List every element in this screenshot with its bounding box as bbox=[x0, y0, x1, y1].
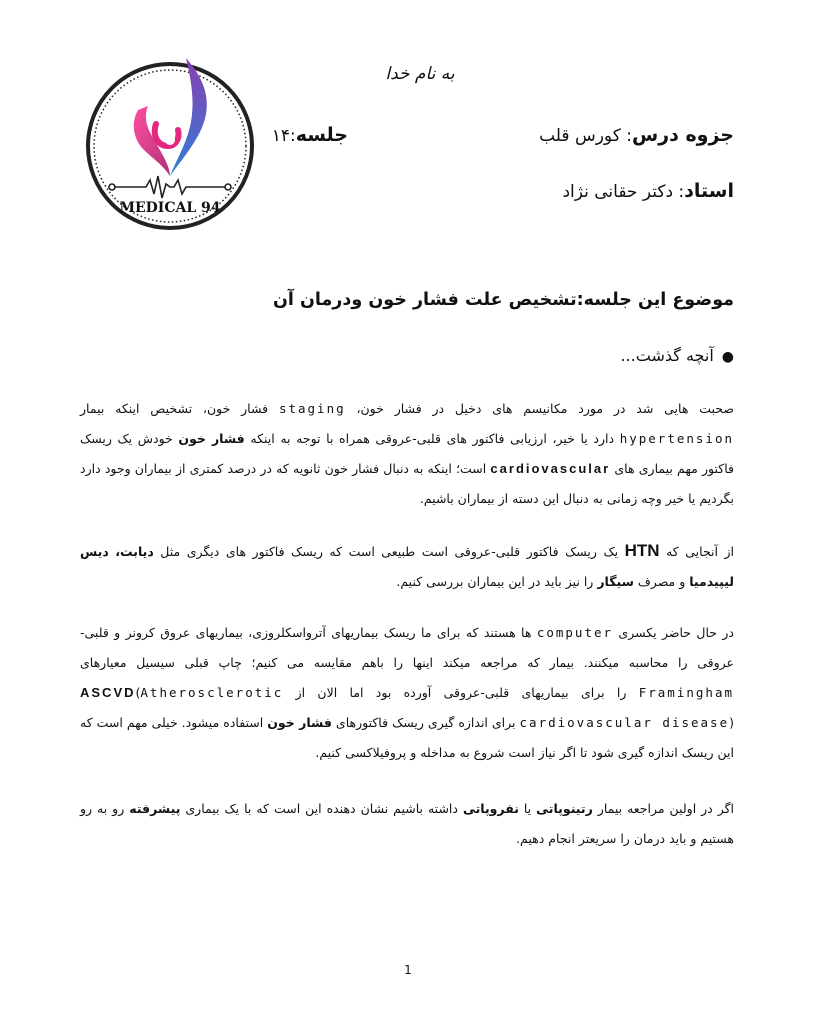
term-cardiovascular: cardiovascular bbox=[490, 461, 611, 476]
teacher-line: استاد: دکتر حقانی نژاد bbox=[562, 180, 734, 202]
term-computer: computer bbox=[536, 625, 614, 640]
term-cardiovascular-disease: cardiovascular disease bbox=[519, 715, 730, 730]
term-ascvd: ASCVD bbox=[80, 685, 136, 700]
bold-term: سیگار bbox=[597, 574, 634, 589]
session-value: ۱۴ bbox=[271, 126, 290, 146]
teacher-label: استاد bbox=[684, 180, 734, 202]
course-label: جزوه درس bbox=[631, 124, 734, 146]
paragraph-1: صحبت هایی شد در مورد مکانیسم های دخیل در فشار خون، staging فشار خون، تشخیص اینکه بیمار hypertension دارد یا خیر، ارزیابی فاکتور های قلبی-عروقی همراه با توجه به اینکه فشار خون خودش یک ریسک فاکتور مهم بیماری های cardiovascular است؛ اینکه به دنبال فشار خون ثانویه که در درصد کمتری از بیماران وجود دارد بگردیم یا خیر وچه زمانی به دنبال این دسته از بیماران باشیم. bbox=[80, 401, 734, 506]
bold-term: فشار خون bbox=[178, 431, 245, 446]
previously-text: آنچه گذشت... bbox=[620, 346, 714, 365]
term-atherosclerotic: Atherosclerotic bbox=[140, 685, 284, 700]
paragraph-4: اگر در اولین مراجعه بیمار رتینوپاتی یا نفروپاتی داشته باشیم نشان دهنده این است که با یک بیماری پیشرفته رو به رو هستیم و باید درمان را سریعتر انجام دهیم. bbox=[80, 801, 735, 846]
page-number: 1 bbox=[404, 963, 412, 977]
term-htn: HTN bbox=[624, 541, 660, 560]
previously-heading bbox=[621, 346, 735, 365]
term-hypertension: hypertension bbox=[619, 431, 734, 446]
paragraph-2: از آنجایی که HTN یک ریسک فاکتور قلبی-عروقی است طبیعی است که ریسک فاکتور های دیگری مثل دیابت، دیس لیپیدمیا و مصرف سیگار را نیز باید در این بیماران بررسی کنیم. bbox=[80, 541, 735, 589]
session-topic: موضوع این جلسه:تشخیص علت فشار خون ودرمان آن bbox=[272, 290, 734, 310]
term-framingham: Framingham bbox=[638, 685, 734, 700]
bold-term: پیشرفته bbox=[129, 801, 181, 816]
term-staging: staging bbox=[278, 401, 346, 416]
bold-term: دیابت، bbox=[115, 544, 154, 559]
bold-term: فشار خون bbox=[267, 715, 332, 730]
logo-text: MEDICAL 94 bbox=[119, 200, 221, 216]
teacher-value: دکتر حقانی نژاد bbox=[562, 182, 674, 202]
bold-term: رتینوپاتی bbox=[536, 801, 593, 816]
paragraph-3: در حال حاضر یکسری computer ها هستند که برای ما ریسک بیماریهای آترواسکلروزی، بیماریهای عروق کرونر و قلبی-عروقی را محاسبه میکنند. بیمار که مراجعه میکند اینها را باهم مقایسه می کنیم؛ چاپ قبلی سیسیل معیارهای Framingham را برای بیماریهای قلبی-عروقی آورده بود اما الان از ASCVD(Atherosclerotic cardiovascular disease) برای اندازه گیری ریسک فاکتورهای فشار خون استفاده میشود. خیلی مهم است که این ریسک اندازه گیری شود تا اگر نیاز است شروع به مداخله و پروفیلاکسی کنیم. bbox=[80, 625, 734, 760]
bold-term: دیس لیپیدمیا bbox=[80, 544, 734, 589]
bullet-icon: ● bbox=[721, 349, 734, 365]
course-value: کورس قلب bbox=[539, 126, 621, 146]
session-line: جلسه:۱۴ bbox=[271, 124, 348, 146]
bold-term: نفروپاتی bbox=[462, 801, 519, 816]
session-label: جلسه bbox=[295, 124, 348, 146]
course-line: جزوه درس: کورس قلب bbox=[539, 124, 734, 146]
medical-94-logo bbox=[86, 44, 254, 248]
basmala: به نام خدا bbox=[385, 64, 455, 84]
